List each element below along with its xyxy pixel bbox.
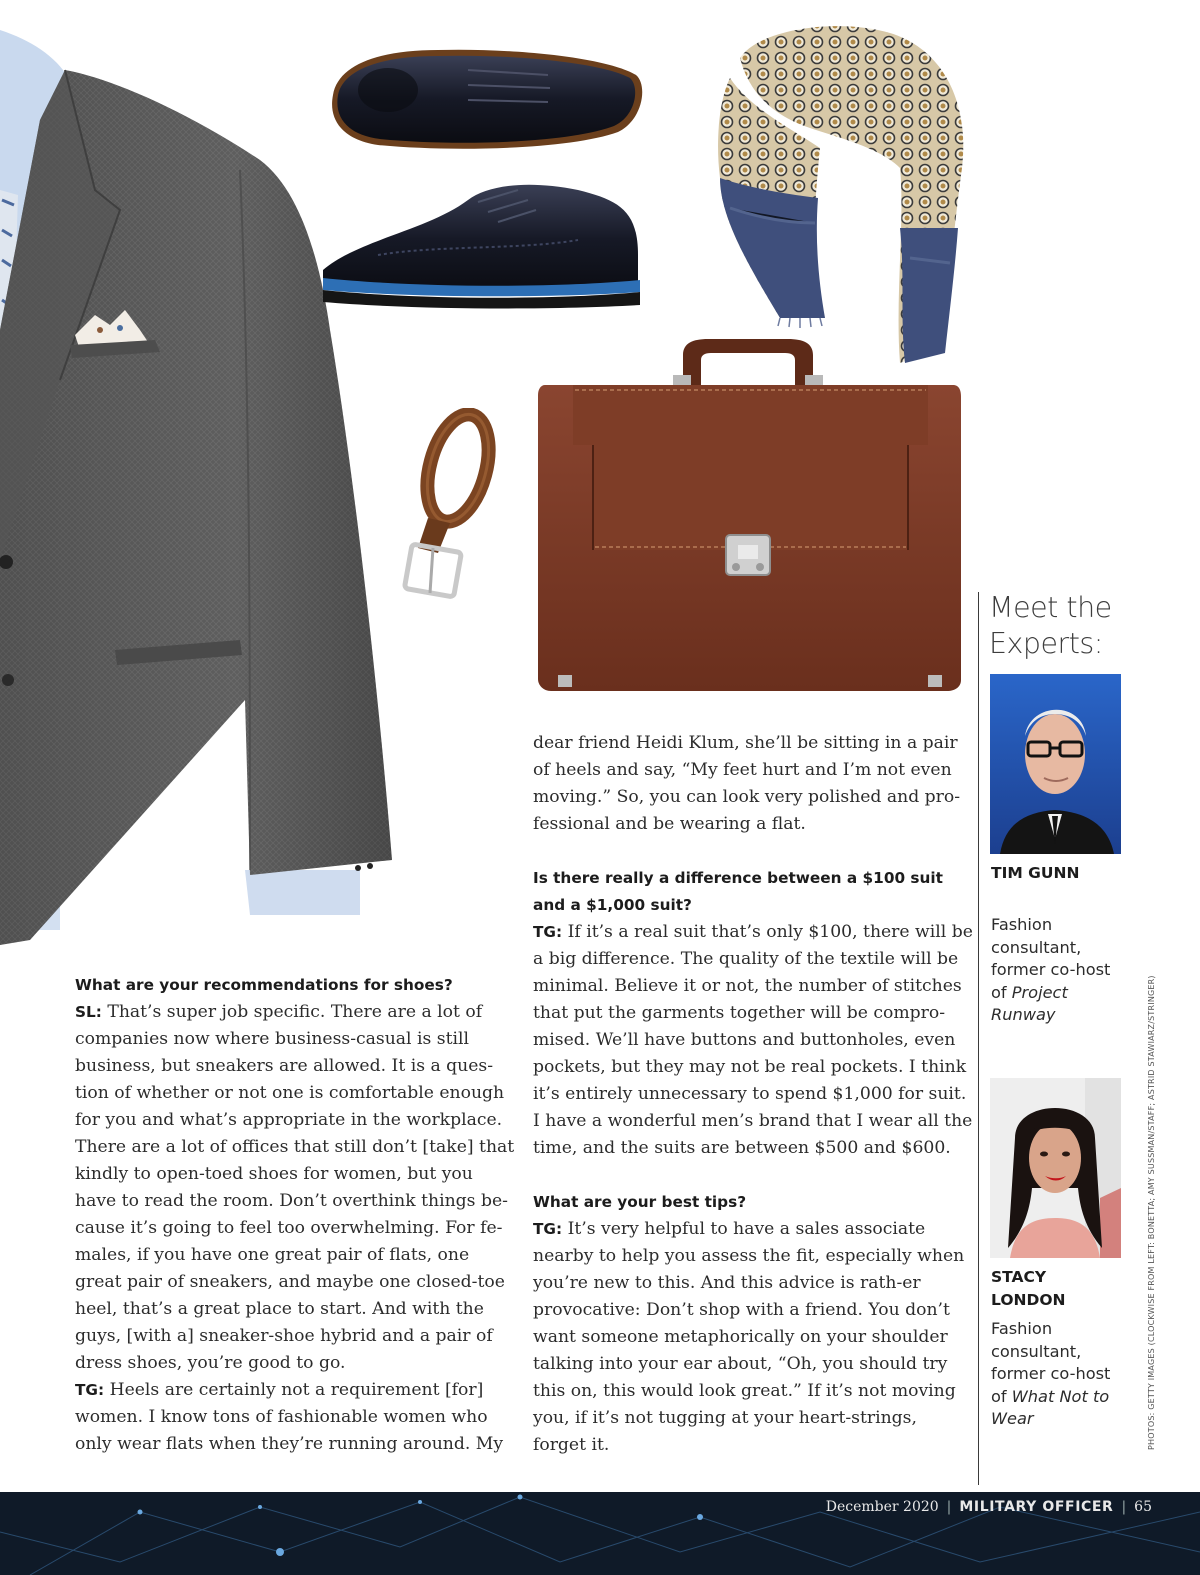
- sidebar-heading: Meet the Experts:: [989, 591, 1112, 660]
- answer-paragraph: [533, 1216, 973, 1459]
- speaker-label: SL:: [75, 1003, 102, 1021]
- patterned-scarf-image: [700, 18, 975, 370]
- tim-gunn-photo: [990, 674, 1121, 854]
- answer-paragraph: [533, 919, 973, 1162]
- leather-belt-image: [398, 408, 498, 600]
- paragraph-spacer: [533, 838, 973, 865]
- continued-paragraph: dear friend Heidi Klum, she’ll be sitting in a pair of heels and say, “My feet hurt and I’m not even moving.” So, you can look very polished and pro-fessional and be wearing a flat.: [533, 733, 961, 834]
- expert-name: TIM GUNN: [991, 864, 1080, 882]
- expert-name: STACY LONDON: [991, 1268, 1066, 1309]
- issue-date: December 2020: [825, 1499, 939, 1515]
- stacy-london-photo: [990, 1078, 1121, 1258]
- answer-paragraph: [75, 999, 515, 1377]
- answer-text: That’s super job specific. There are a lot of companies now where business-casual is still business, but sneakers are allowed. It is a ques-tion of whether or not one is comfortable enough for you and what’s appropriate in the workplace. There are a lot of offices that still don’t [take] that kindly to open-toed shoes for women, but you have to read the room. Don’t overthink things be-cause it’s going to feel too overwhelming. For fe-males, if you have one great pair of flats, one great pair of sneakers, and maybe one closed-toe heel, that’s a great place to start. And with the guys, [with a] sneaker-shoe hybrid and a pair of dress shoes, you’re good to go.: [75, 1002, 515, 1373]
- expert-role: Fashion consultant, former co-host of: [991, 915, 1111, 1002]
- article-column-left: [75, 972, 515, 1458]
- speaker-label: TG:: [533, 923, 563, 941]
- expert-role: Fashion consultant, former co-host of: [991, 1319, 1111, 1406]
- expert-description: [991, 914, 1121, 1027]
- expert-show: What Not to Wear: [991, 1386, 1110, 1429]
- photo-credit: PHOTOS: GETTY IMAGES (CLOCKWISE FROM LEFT: BONETTA; AMY SUSSMAN/STAFF; ASTRID STAWIARZ/STRINGER): [1147, 975, 1156, 1450]
- leather-briefcase-image: [533, 335, 965, 700]
- expert-show: Project Runway: [991, 982, 1068, 1025]
- magazine-title: MILITARY OFFICER: [959, 1499, 1114, 1515]
- page-number: 65: [1134, 1499, 1152, 1515]
- article-column-middle: [533, 730, 973, 1459]
- answer-text: Heels are certainly not a requirement [for] women. I know tons of fashionable women who only wear flats when they’re running around. My: [75, 1380, 504, 1454]
- speaker-label: TG:: [75, 1381, 105, 1399]
- folio-separator: |: [946, 1499, 952, 1515]
- question-suit-price: Is there really a difference between a $100 suit and a $1,000 suit?: [533, 869, 943, 914]
- answer-text: It’s very helpful to have a sales associate nearby to help you assess the fit, especially when you’re new to this. And this advice is rath-er provocative: Don’t shop with a friend. You don’t want someone metaphorically on your shoulder talking into your ear about, “Oh, you should try this on, this would look great.” If it’s not moving you, if it’s not tugging at your heart-strings, forget it.: [533, 1219, 965, 1455]
- folio-separator: |: [1121, 1499, 1127, 1515]
- sidebar-divider: [978, 592, 979, 1485]
- wingtip-shoes-image: [318, 40, 653, 315]
- page-folio: [826, 1499, 1152, 1515]
- answer-paragraph: [75, 1377, 515, 1458]
- answer-text: If it’s a real suit that’s only $100, there will be a big difference. The quality of the textile will be minimal. Believe it or not, the number of stitches that put the garments together will be compro-mised. We’ll have buttons and buttonholes, even pockets, but they may not be real pockets. I think it’s entirely unnecessary to spend $1,000 for suit. I have a wonderful men’s brand that I wear all the time, and the suits are between $500 and $600.: [533, 922, 973, 1158]
- question-best-tips: What are your best tips?: [533, 1193, 747, 1211]
- paragraph-spacer: [533, 1162, 973, 1189]
- question-shoes: What are your recommendations for shoes?: [75, 976, 453, 994]
- speaker-label: TG:: [533, 1220, 563, 1238]
- expert-description: [991, 1318, 1121, 1431]
